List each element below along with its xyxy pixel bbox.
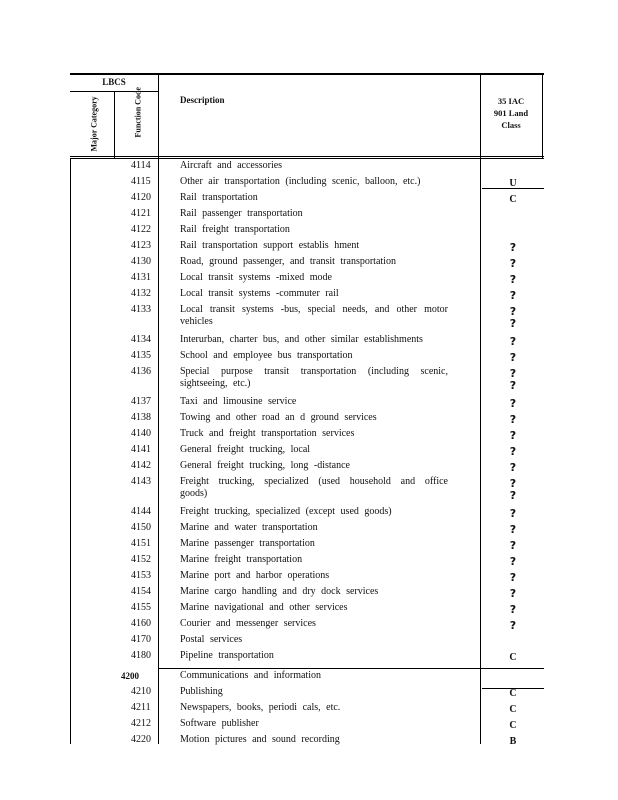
function-code: 4151 [131,538,151,549]
function-code: 4180 [131,650,151,661]
row-description: Aircraft and accessories [180,160,283,171]
table-row [0,256,618,269]
table-row [0,444,618,457]
iac-class-heading: 35 IAC 901 Land Class [493,96,529,130]
function-code: 4114 [131,160,151,171]
land-class-value: ? [509,619,517,632]
function-code: 4141 [131,444,151,455]
function-code: 4142 [131,460,151,471]
function-code: 4132 [131,288,151,299]
row-description: Marine and water transportation [180,522,318,533]
function-code: 4120 [131,192,151,203]
land-class [482,430,544,442]
table-row [0,734,618,747]
row-description: Pipeline transportation [180,650,274,661]
land-class [482,720,544,732]
land-class [482,462,544,474]
function-code: 4150 [131,522,151,533]
function-code: 4153 [131,570,151,581]
table-row [0,366,618,392]
function-code: 4138 [131,412,151,423]
land-class [482,414,544,426]
table-row [0,240,618,253]
function-code: 4220 [131,734,151,745]
land-class-value: ? [509,489,517,502]
row-description: Communications and information [180,670,321,681]
function-code: 4130 [131,256,151,267]
land-class-value: ? [509,523,517,536]
land-class-value: ? [509,477,517,490]
table-row [0,570,618,583]
row-description: Newspapers, books, periodi cals, etc. [180,702,341,713]
land-class-value: ? [509,461,517,474]
function-code: 4160 [131,618,151,629]
land-class-value: C [509,194,517,205]
row-description: Marine navigational and other services [180,602,348,613]
land-class-value: C [509,720,517,731]
land-class [482,572,544,584]
land-class [482,398,544,410]
land-class-value: C [509,652,517,663]
function-code: 4140 [131,428,151,439]
land-class-value: ? [509,289,517,302]
table-row [0,554,618,567]
row-description: Freight trucking, specialized (except used goods) [180,506,392,517]
land-class [482,704,544,716]
row-description: Postal services [180,634,243,645]
land-class-value: ? [509,317,517,330]
row-description: Local transit systems -mixed mode [180,272,332,283]
table-row [0,460,618,473]
table-row [0,702,618,715]
function-code: 4155 [131,602,151,613]
function-code-heading: Function Code [133,87,143,138]
land-class-value: ? [509,367,517,380]
function-code: 4210 [131,686,151,697]
land-class-value: ? [509,603,517,616]
table-row [0,334,618,347]
major-category-heading: Major Category [89,96,99,152]
land-class [482,604,544,616]
row-description: Software publisher [180,718,259,729]
land-class [482,194,544,206]
land-class [482,736,544,748]
row-description: Rail passenger transportation [180,208,303,219]
land-class [482,242,544,254]
land-class-value: ? [509,351,517,364]
row-description: School and employee bus transportation [180,350,353,361]
land-class-value: ? [509,587,517,600]
row-description: Freight trucking, specialized (used household and office goods) [180,476,448,499]
land-class [482,556,544,568]
land-class-value: C [509,688,517,699]
function-code: 4133 [131,304,151,315]
table-row [0,718,618,731]
row-description: General freight trucking, local [180,444,311,455]
function-code: 4122 [131,224,151,235]
table-row [0,650,618,663]
row-description: Motion pictures and sound recording [180,734,340,745]
function-code: 4131 [131,272,151,283]
land-class [482,258,544,270]
row-description: Other air transportation (including scenic, balloon, etc.) [180,176,421,187]
table-row [0,288,618,301]
function-code: 4144 [131,506,151,517]
row-description: Rail transportation support establis hment [180,240,360,251]
function-code: 4211 [131,702,151,713]
land-class [482,652,544,664]
function-code: 4170 [131,634,151,645]
row-description: Courier and messenger services [180,618,316,629]
land-class [482,588,544,600]
function-code: 4134 [131,334,151,345]
table-row [0,634,618,647]
land-class-value: ? [509,571,517,584]
row-description: Marine freight transportation [180,554,303,565]
table-row [0,224,618,237]
row-description: Taxi and limousine service [180,396,297,407]
land-class [482,478,544,502]
table-row [0,272,618,285]
land-class-value: ? [509,335,517,348]
land-class-value: ? [509,241,517,254]
land-class [482,540,544,552]
row-description: Marine cargo handling and dry dock services [180,586,379,597]
row-description: Special purpose transit transportation (including scenic, sightseeing, etc.) [180,366,448,389]
land-class [482,524,544,536]
table-row [0,304,618,330]
table-row [0,618,618,631]
table-header [70,73,544,159]
land-class [482,352,544,364]
land-class [482,688,544,700]
row-description: Rail transportation [180,192,258,203]
table-row [0,428,618,441]
land-class-value: U [509,178,517,189]
function-code: 4123 [131,240,151,251]
land-class [482,290,544,302]
row-description: Local transit systems -bus, special needs, and other motor vehicles [180,304,448,327]
table-row [0,538,618,551]
land-class-value: ? [509,305,517,318]
function-code: 4143 [131,476,151,487]
row-description: Truck and freight transportation services [180,428,355,439]
row-description: Interurban, charter bus, and other similar establishments [180,334,423,345]
land-class-value: B [509,736,517,747]
land-class-value: ? [509,539,517,552]
table-row [0,160,618,173]
function-code: 4137 [131,396,151,407]
row-description: Road, ground passenger, and transit transportation [180,256,396,267]
land-class [482,620,544,632]
land-class [482,336,544,348]
table-row [0,586,618,599]
land-class [482,508,544,520]
land-class-value: ? [509,507,517,520]
row-description: General freight trucking, long -distance [180,460,350,471]
land-class [482,274,544,286]
land-class-value: ? [509,397,517,410]
table-row [0,192,618,205]
land-class-value: C [509,704,517,715]
row-description: Marine passenger transportation [180,538,315,549]
land-class-value: ? [509,273,517,286]
function-code: 4136 [131,366,151,377]
function-code: 4152 [131,554,151,565]
table-row [0,476,618,502]
land-class [482,306,544,330]
table-row [0,208,618,221]
table-row [0,506,618,519]
function-code: 4135 [131,350,151,361]
land-class-value: ? [509,445,517,458]
row-description: Rail freight transportation [180,224,290,235]
row-description: Marine port and harbor operations [180,570,330,581]
function-code: 4154 [131,586,151,597]
land-class-value: ? [509,379,517,392]
table-row [0,602,618,615]
land-class [482,446,544,458]
table-row [0,396,618,409]
land-class-value: ? [509,413,517,426]
function-code: 4121 [131,208,151,219]
table-row [0,686,618,699]
table-row [0,522,618,535]
function-code: 4115 [131,176,151,187]
land-class-value: ? [509,555,517,568]
row-description: Local transit systems -commuter rail [180,288,339,299]
land-class [482,368,544,392]
table-row [0,350,618,363]
description-heading: Description [180,95,225,105]
row-description: Publishing [180,686,223,697]
function-code: 4212 [131,718,151,729]
divider [482,188,544,189]
row-description: Towing and other road an d ground services [180,412,377,423]
table-row [0,412,618,425]
lbcs-heading: LBCS [102,77,126,87]
major-category-code: 4200 [121,671,139,681]
land-class-value: ? [509,257,517,270]
land-class-value: ? [509,429,517,442]
divider [158,668,544,669]
